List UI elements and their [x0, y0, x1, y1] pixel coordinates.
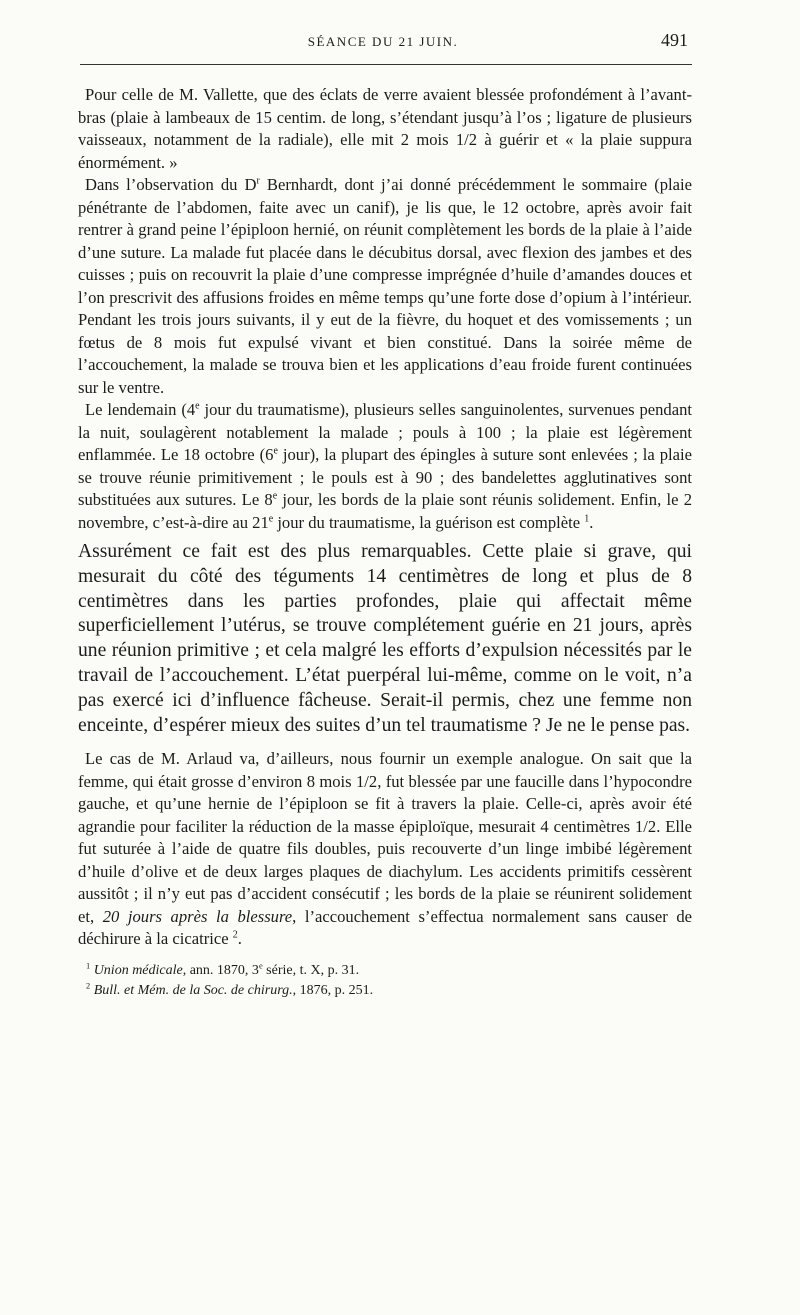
- superscript: e: [268, 512, 274, 524]
- text-span: Bernhardt, dont j’ai donné précédemment le sommaire (plaie pénétrante de l’abdomen, faite avec un canif), je lis que, le 12 octobre, après avoir fait rentrer à grand peine l’épiploon hernié, on réunit complètement les bords de la plaie à l’aide d’une suture. La malade fut placée dans le décubitus dorsal, avec flexion des jambes et des cuisses ; puis on recouvrit la plaie d’une compresse imprégnée d’huile d’amandes douces et l’on prescrivit des affusions froides en même temps qu’une forte dose d’opium à l’intérieur. Pendant les trois jours suivants, il y eut de la fièvre, du hoquet et des vomissements ; un fœtus de 8 mois fut expulsé vivant et bien constitué. Dans la soirée même de l’accouchement, la malade se trouva bien et les applications d’eau froide furent continuées sur le ventre.: [78, 175, 692, 397]
- text-span: .: [237, 929, 242, 949]
- large-text-block: [78, 540, 692, 738]
- paragraph-lendemain: [78, 399, 692, 534]
- paragraph-bernhardt: [78, 174, 692, 399]
- text-span: , ann. 1870, 3: [182, 962, 259, 978]
- text-span: jour, les bords de la plaie sont réunis solidement. Enfin, le 2 novembre, c’est-à-dire au 21: [78, 490, 692, 532]
- superscript: e: [273, 445, 278, 457]
- text-span: Le lendemain (4: [85, 400, 196, 419]
- small-text-block-1: [78, 84, 692, 534]
- page-number: 491: [661, 30, 688, 50]
- footnote-ref-2: 2: [232, 929, 238, 941]
- text-span: , 1876, p. 251.: [292, 982, 374, 998]
- text-span: , l’accouchement s’effectua normalement sans causer de déchirure à la cicatrice: [78, 906, 692, 949]
- italic-span: Bull. et Mém. de la Soc. de chirurg.: [93, 982, 293, 998]
- footnote-mark: 2: [86, 981, 91, 991]
- text-span: jour du traumatisme, la guérison est complète: [273, 512, 585, 532]
- footnote-ref-1: 1: [584, 512, 590, 524]
- superscript: r: [256, 175, 260, 187]
- italic-span: 20 jours après la blessure: [102, 906, 293, 926]
- superscript: e: [272, 490, 278, 502]
- small-text-block-2: [78, 748, 692, 951]
- superscript: e: [258, 961, 263, 971]
- paragraph-vallette: Pour celle de M. Vallette, que des éclats de verre avaient blessée profondément à l’avant-bras (plaie à lambeaux de 15 centim. de long, s’étendant jusqu’à l’os ; ligature de plusieurs vaisseaux, notamment de la radiale), elle mit 2 mois 1/2 à guérir et « la plaie suppura énormément. »: [78, 85, 692, 172]
- footnote-mark: 1: [86, 961, 91, 971]
- paragraph-assurement: Assurément ce fait est des plus remarquables. Cette plaie si grave, qui mesurait du côté des téguments 14 centimètres de long et plus de 8 centimètres dans les parties profondes, plaie qui affectait même superficiellement l’utérus, se trouve complétement guérie en 21 jours, après une réunion primitive ; et cela malgré les efforts d’expulsion nécessités par le travail de l’accouchement. L’état puerpéral lui-même, comme on le voit, n’a pas exercé ici d’influence fâcheuse. Serait-il permis, chez une femme non enceinte, d’espérer mieux des suites d’un tel traumatisme ? Je ne le pense pas.: [78, 541, 692, 736]
- paragraph-arlaud: [78, 748, 692, 951]
- text-span: jour du traumatisme), plusieurs selles sanguinolentes, survenues pendant la nuit, soulagèrent notablement la malade ; pouls à 100 ; la plaie est légèrement enflammée. Le 18 octobre (6: [78, 400, 692, 464]
- italic-span: Union médicale: [93, 962, 183, 978]
- footnote-2: [86, 981, 692, 1001]
- footnote-1: [86, 961, 692, 981]
- superscript: e: [195, 400, 200, 412]
- footnotes: [78, 961, 692, 1001]
- running-title: SÉANCE DU 21 JUIN.: [307, 34, 459, 49]
- header-rule: [80, 64, 692, 65]
- page-body: [78, 84, 692, 1001]
- text-span: Dans l’observation du D: [85, 175, 257, 194]
- page-header: [78, 28, 688, 54]
- text-span: Le cas de M. Arlaud va, d’ailleurs, nous fournir un exemple analogue. On sait que la femme, qui était grosse d’environ 8 mois 1/2, fut blessée par une faucille dans l’hypocondre gauche, et qu’une hernie de l’épiploon se fit à travers la plaie. Celle-ci, après avoir été agrandie pour faciliter la réduction de la masse épiploïque, mesurait 4 centimètres 1/2. Elle fut suturée à l’aide de quatre fils doubles, puis recouverte d’un linge imbibé légèrement d’huile d’olive et de deux larges plaques de diachylum. Les accidents primitifs cessèrent aussitôt ; il n’y eut pas d’accident consécutif ; les bords de la plaie se réunirent solidement et,: [78, 749, 692, 926]
- text-span: .: [589, 512, 594, 532]
- text-span: série, t. X, p. 31.: [262, 962, 360, 978]
- text-span: jour), la plupart des épingles à suture sont enlevées ; la plaie se trouve réunie primitivement ; le pouls est à 90 ; des bandelettes agglutinatives sont substituées aux sutures. Le 8: [78, 445, 693, 509]
